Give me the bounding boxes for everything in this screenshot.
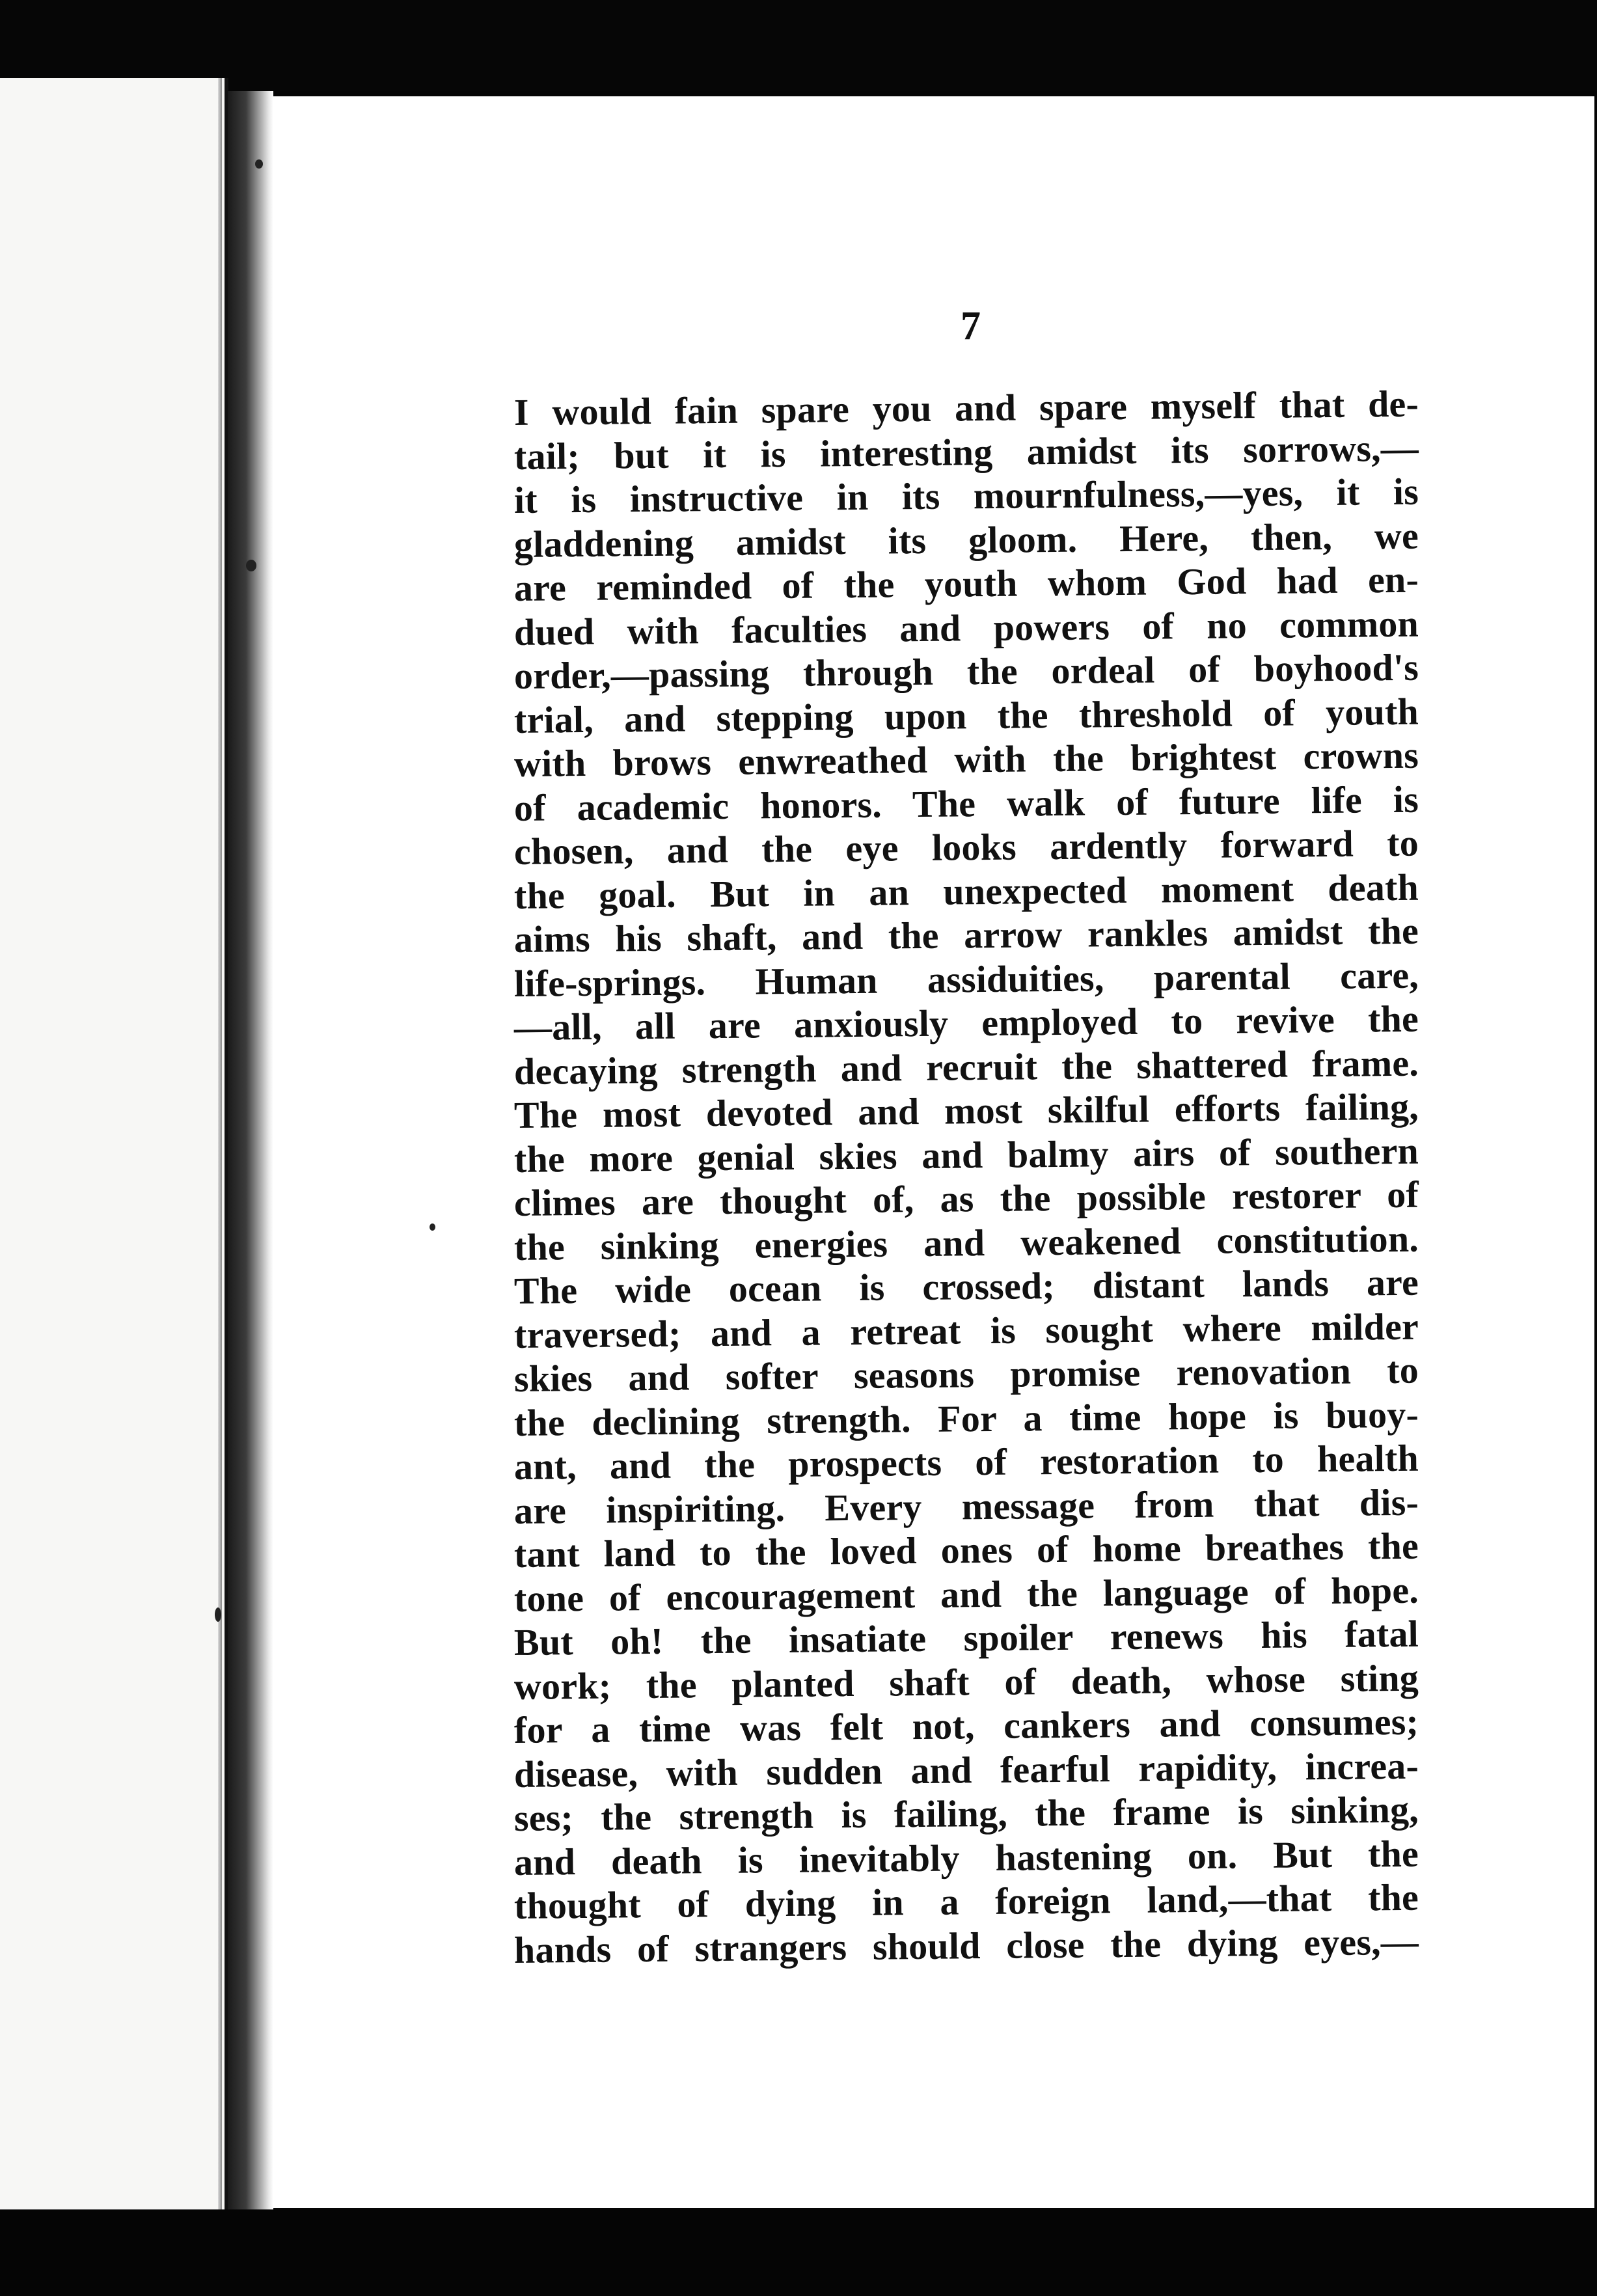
text-line: the declining strength. For a time hope is buoy- xyxy=(513,1393,1419,1444)
text-line: life-springs. Human assiduities, parental care, xyxy=(513,953,1419,1005)
text-line: decaying strength and recruit the shattered frame. xyxy=(513,1041,1419,1093)
page-body-text xyxy=(513,382,1419,1972)
text-line: the more genial skies and balmy airs of southern xyxy=(513,1129,1419,1181)
text-line: for a time was felt not, cankers and consumes; xyxy=(513,1700,1419,1751)
text-line: chosen, and the eye looks ardently forward to xyxy=(513,821,1419,873)
text-line: dued with faculties and powers of no common xyxy=(513,602,1419,653)
text-line: of academic honors. The walk of future life is xyxy=(513,778,1419,829)
text-line: ant, and the prospects of restoration to health xyxy=(513,1436,1419,1488)
text-line: and death is inevitably hastening on. But the xyxy=(513,1832,1419,1883)
text-line: hands of strangers should close the dying eyes,— xyxy=(513,1920,1419,1971)
text-line: the goal. But in an unexpected moment death xyxy=(513,866,1419,917)
text-line: The most devoted and most skilful efforts failing, xyxy=(513,1085,1419,1136)
scan-speck xyxy=(255,159,263,169)
text-line: aims his shaft, and the arrow rankles amidst the xyxy=(513,909,1419,961)
text-line: are reminded of the youth whom God had en- xyxy=(513,558,1419,609)
page-number: 7 xyxy=(961,304,981,348)
text-line: tone of encouragement and the language of hope. xyxy=(513,1568,1419,1620)
text-line: the sinking energies and weakened constitution. xyxy=(513,1217,1419,1268)
text-line: work; the planted shaft of death, whose sting xyxy=(513,1656,1419,1708)
text-line: tail; but it is interesting amidst its sorrows,— xyxy=(513,426,1419,478)
scan-bottom-border xyxy=(0,2209,1597,2296)
text-line: gladdening amidst its gloom. Here, then, we xyxy=(513,514,1419,566)
text-line: order,—passing through the ordeal of boyhood's xyxy=(513,646,1419,697)
text-line: climes are thought of, as the possible restorer of xyxy=(513,1173,1419,1224)
text-line: skies and softer seasons promise renovation to xyxy=(513,1348,1419,1400)
text-line: are inspiriting. Every message from that dis- xyxy=(513,1481,1419,1532)
text-line: trial, and stepping upon the threshold of youth xyxy=(513,690,1419,741)
text-line: ses; the strength is failing, the frame is sinking, xyxy=(513,1788,1419,1839)
text-line: I would fain spare you and spare myself that de- xyxy=(513,382,1419,433)
scan-speck xyxy=(430,1223,435,1231)
text-line: disease, with sudden and fearful rapidity, increa- xyxy=(513,1744,1419,1796)
text-line: —all, all are anxiously employed to revive the xyxy=(513,997,1419,1048)
book-gutter xyxy=(228,91,273,2219)
text-line: with brows enwreathed with the brightest crowns xyxy=(513,733,1419,785)
scan-speck xyxy=(246,560,256,571)
text-line: But oh! the insatiate spoiler renews his fatal xyxy=(513,1612,1419,1663)
text-line: thought of dying in a foreign land,—that the xyxy=(513,1876,1419,1927)
text-line: tant land to the loved ones of home breathes the xyxy=(513,1524,1419,1576)
text-line: traversed; and a retreat is sought where milder xyxy=(513,1305,1419,1356)
text-line: it is instructive in its mournfulness,—yes, it is xyxy=(513,470,1419,521)
scan-speck xyxy=(215,1607,221,1622)
scan-top-border xyxy=(0,0,1597,91)
text-line: The wide ocean is crossed; distant lands are xyxy=(513,1261,1419,1312)
facing-page-blank xyxy=(0,78,228,2213)
